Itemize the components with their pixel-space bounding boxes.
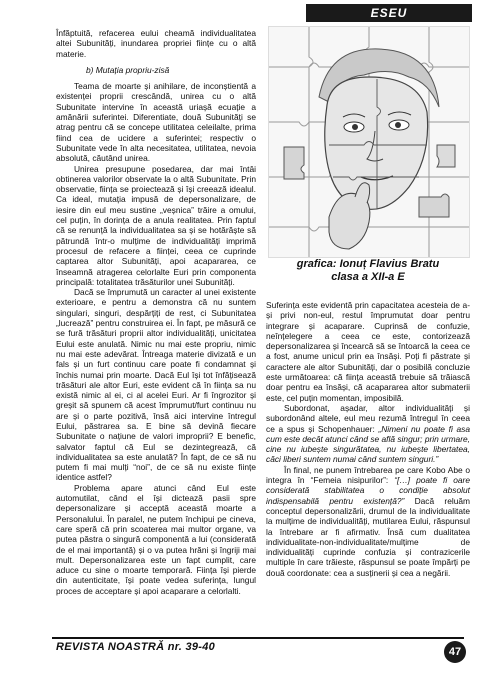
footer-rule: [52, 637, 464, 639]
paragraph: Suferința este evidentă prin capacitatea acesteia de a-și privi non-eul, restul împrumutat doar pentru integrare și acaparare. Cuprinsă de confuzie, neînțelegere a ceea ce este, contorizează depersonalizarea și încearcă să se întoarcă la ceea ce a fost, anume unicul prin ea însăși. Poți fi păstrate și caractere ale altor Subunități, dar o posibilă concluzie este următoarea: că ființa această trebuie să trăiască doar pentru ea însăși, că acapararea altor submaterii este, cel puțin momentan, imposibilă.: [266, 300, 470, 403]
illustration: [268, 26, 470, 258]
page-number: 47: [444, 641, 466, 663]
puzzle-face-drawing: [269, 27, 469, 257]
kobo-abe-quote: “[…] poate fi oare considerată stabilitatea o condiție absolut indispensabilă pentru existență?”: [266, 475, 470, 506]
subheading: b) Mutația propriu-zisă: [86, 64, 170, 75]
paragraph: Problema apare atunci când Eul este automutilat, când el își dictează pasii spre depersonalizare și acceptă această moarte a Personalului. În paralel, ne putem închipui pe cineva, care speră că prin scoaterea mai multor organe, va putea păstra o singură componentă a lui (considerată de el mai importantă) și o va putea hrăni și îngriji mai mult. Depersonalizarea este un fapt cumplit, care aduce cu sine o moarte temporară. Ființa își pierde din autenticitate, își poate vedea suferința, lungul proces de acceptare și apoi acaparare a celorlalti.: [56, 482, 256, 596]
paragraph: Dacă se împrumută un caracter al unei existente exterioare, e pentru a demonstra că nu suntem singulari, singuri, despărțiți de rest, ci Subunitatea „lucrează” pentru construirea ei. În fapt, pe măsură ce se fură trăsături proprii altor individualități, unicitatea Eului este anulată. Nimic nu mai este propriu, nimic nu mai este adevărat. Întreaga materie divizată e un fals și un furt continuu care poate fi condamnat și închis numai prin moarte. Dacă Eul își tot înfățisează trăsături ale altor Euri, este evident că în ființa sa nu există nimic al ei, ci al acelei Euri. Ar fi îngrozitor și greșit să spunem că acest împrumut/furt continuu nu are și o parte pozitivă, însă aici intervine întregul Eului, păstrarea sa. E bine să devină fiecare Subunitate o națiune de valori improprii? E benefic, salvator faptul că Eul se dezintegrează, că individualitatea sa este anulată? În fapt, de ce să nu putem fi mai mulți “noi”, de ce să nu existe ființe identice astfel?: [56, 287, 256, 483]
paragraph: Înfăptuită, refacerea eului cheamă individualitatea altei Subunități, inundarea propriei ființe cu o altă materie.: [56, 28, 256, 59]
paragraph: Teama de moarte și anihilare, de inconștientă a existenței proprii crescândă, unirea cu o altă Subunitate intervine în această uriașă ecuație a amănării suferintei. Diferentiate, două Subunități se atrag pentru că se concepe utilitatea celeilalte, prima fiind cea de ucidere a suferintei; respectiv o Subunitate vede în alta necesitatea, utilitatea, nevoia absolută, căutând unirea.: [56, 81, 256, 164]
caption-class: clasa a XII-a E: [331, 271, 405, 283]
magazine-title: REVISTA NOASTRĂ nr. 39-40: [56, 641, 216, 653]
paragraph: [266, 403, 470, 465]
paragraph-lead: Subordonat, așadar, altor individualități și subordonând altele, eul meu rezumă întregul în ceea ce a spus și Schopenhauer:: [266, 402, 470, 434]
paragraph: [266, 465, 470, 578]
left-text-column: [56, 28, 256, 632]
caption-credit: grafica: Ionuț Flavius Bratu: [296, 258, 440, 270]
schopenhauer-quote: „Nimeni nu poate fi asa cum este decât atunci când se află singur; prin urmare, cine nu iubește singurătatea, nu iubește libertatea, căci liberi suntem numai când suntem singuri.”: [266, 423, 471, 465]
illustration-caption: [266, 258, 470, 284]
paragraph-lead: În final, ne punem întrebarea pe care Kobo Abe o integra în “Femeia nisipurilor”:: [266, 464, 470, 486]
right-text-column: [266, 300, 470, 630]
paragraph-tail: Dacă reluăm conceptul depersonalizării, drumul de la individualitate la mulțime de individualități, mutilarea Eului, răspunsul la întrebare ar fi afirmativ. Însă cum dualitatea individualitate-non-individualitate/mulțime de individualități cuprinde confuzia și contrazicerile multiple în care trăieste, răspunsul se poate împărți pe două coordonate: cea a susținerii și cea a negării.: [266, 495, 470, 578]
section-header: ESEU: [306, 4, 472, 22]
paragraph: Unirea presupune posedarea, dar mai întâi obtinerea valorilor observate la o altă Subunitate. Prin observatie, ființa se proiectează și își creează idealul. Ca ideal, mutația impusă de depersonalizare, de iesire din eul meu sustine „veșnica” trăire a omului, cel puțin, în dorința de a anula realitatea. Prin faptul că se renunță la individualitatea sa și se hotărăște să pătrundă într-o mulțime de individualități imprimă procesul de refacere a ființei, ceea ce cuprinde captarea altor Subunități, apoi acapararea, ce înseamnă atragerea celorlalte Euri prin componenta principală: totalitatea trăsăturilor unei Subunități.: [56, 163, 256, 287]
